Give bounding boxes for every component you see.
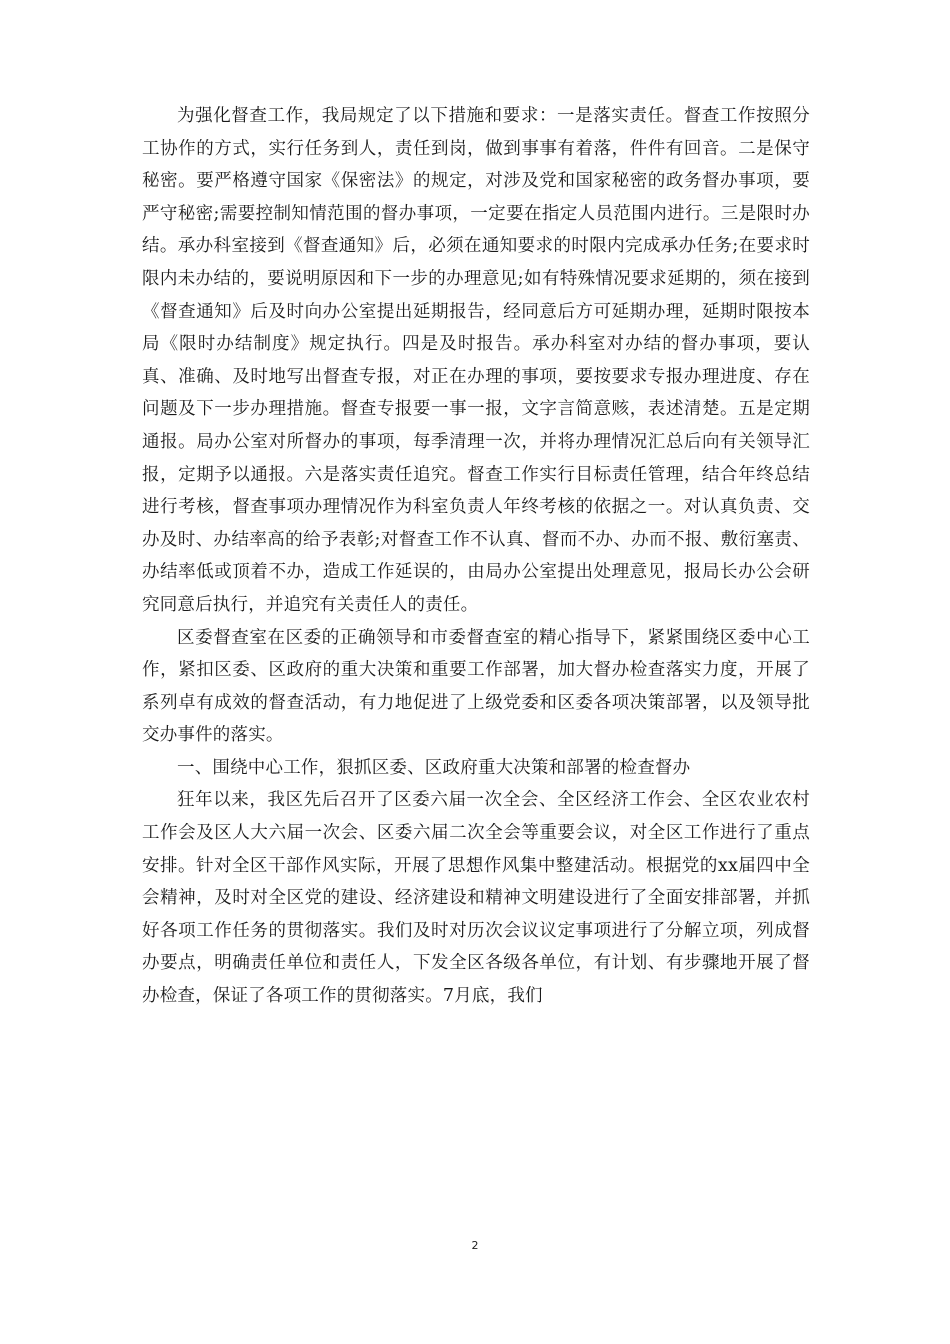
section-heading-central-work: 一、围绕中心工作，狠抓区委、区政府重大决策和部署的检查督办 — [177, 757, 691, 778]
paragraph-supervision-measures: 为强化督查工作，我局规定了以下措施和要求：一是落实责任。督查工作按照分工协作的方式，实行任务到人，责任到岗，做到事事有着落，件件有回音。二是保守秘密。要严格遵守国家《保密法》的规定，对涉及党和国家秘密的政务督办事项，要严守秘密;需要控制知情范围的督办事项，一定要在指定人员范围内进行。三是限时办结。承办科室接到《督查通知》后，必须在通知要求的时限内完成承办任务;在要求时限内未办结的，要说明原因和下一步的办理意见;如有特殊情况要求延期的，须在接到《督查通知》后及时向办公室提出延期报告，经同意后方可延期办理，延期时限按本局《限时办结制度》规定执行。四是及时报告。承办科室对办结的督办事项，要认真、准确、及时地写出督查专报，对正在办理的事项，要按要求专报办理进度、存在问题及下一步办理措施。督查专报要一事一报，文字言简意赅，表述清楚。五是定期通报。局办公室对所督办的事项，每季清理一次，并将办理情况汇总后向有关领导汇报，定期予以通报。六是落实责任追究。督查工作实行目标责任管理，结合年终总结进行考核，督查事项办理情况作为科室负责人年终考核的依据之一。对认真负责、交办及时、办结率高的给予表彰;对督查工作不认真、督而不办、办而不报、敷衍塞责、办结率低或顶着不办，造成工作延误的，由局办公室提出处理意见，报局长办公会研究同意后执行，并追究有关责任人的责任。 — [142, 106, 810, 615]
paragraph-meetings-overview: 狂年以来，我区先后召开了区委六届一次全会、全区经济工作会、全区农业农村工作会及区人大六届一次会、区委六届二次全会等重要会议，对全区工作进行了重点安排。针对全区干部作风实际，开展了思想作风集中整建活动。根据党的xx届四中全会精神，及时对全区党的建设、经济建设和精神文明建设进行了全面安排部署，并抓好各项工作任务的贯彻落实。我们及时对历次会议议定事项进行了分解立项，列成督办要点，明确责任单位和责任人，下发全区各级各单位，有计划、有步骤地开展了督办检查，保证了各项工作的贯彻落实。7月底，我们 — [142, 790, 810, 1007]
body-text — [142, 100, 810, 1013]
paragraph-district-supervision-office: 区委督查室在区委的正确领导和市委督查室的精心指导下，紧紧围绕区委中心工作，紧扣区委、区政府的重大决策和重要工作部署，加大督办检查落实力度，开展了系列卓有成效的督查活动，有力地促进了上级党委和区委各项决策部署，以及领导批交办事件的落实。 — [142, 627, 810, 746]
page-number: 2 — [471, 1239, 479, 1252]
